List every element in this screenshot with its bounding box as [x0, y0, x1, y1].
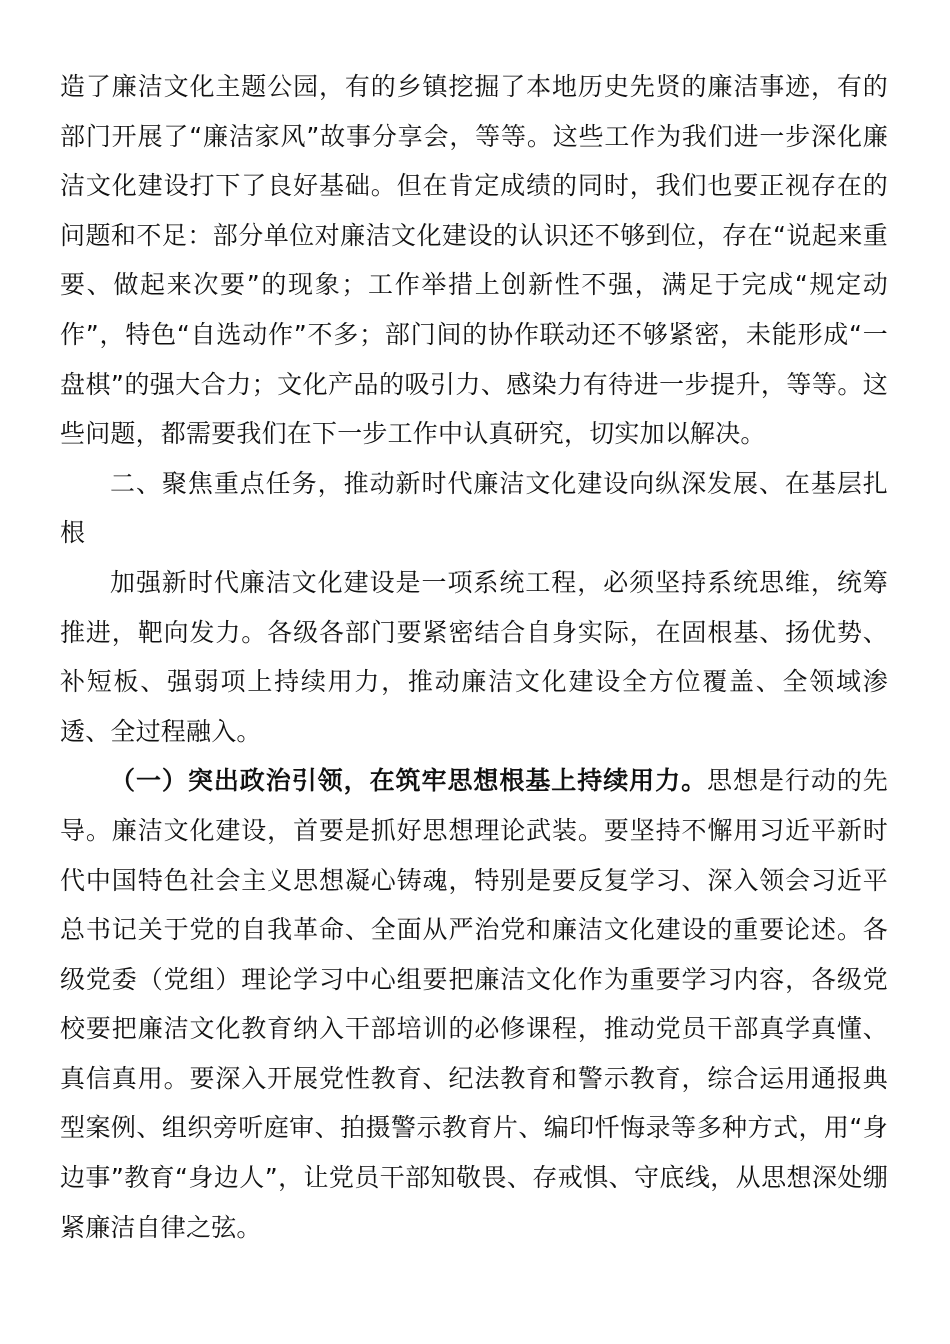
paragraph-continuation: 造了廉洁文化主题公园，有的乡镇挖掘了本地历史先贤的廉洁事迹，有的部门开展了“廉洁家风”故事分享会，等等。这些工作为我们进一步深化廉洁文化建设打下了良好基础。但在肯定成绩的同时，我们也要正视存在的问题和不足：部分单位对廉洁文化建设的认识还不够到位，存在“说起来重要、做起来次要”的现象；工作举措上创新性不强，满足于完成“规定动作”，特色“自选动作”不多；部门间的协作联动还不够紧密，未能形成“一盘棋”的强大合力；文化产品的吸引力、感染力有待进一步提升，等等。这些问题，都需要我们在下一步工作中认真研究，切实加以解决。 [60, 72, 888, 449]
paragraph-intro: 加强新时代廉洁文化建设是一项系统工程，必须坚持系统思维，统筹推进，靶向发力。各级各部门要紧密结合自身实际，在固根基、扬优势、补短板、强弱项上持续用力，推动廉洁文化建设全方位覆盖、全领域渗透、全过程融入。 [60, 567, 888, 746]
subsection-body: 思想是行动的先导。廉洁文化建设，首要是抓好思想理论武装。要坚持不懈用习近平新时代中国特色社会主义思想凝心铸魂，特别是要反复学习、深入领会习近平总书记关于党的自我革命、全面从严治党和廉洁文化建设的重要论述。各级党委（党组）理论学习中心组要把廉洁文化作为重要学习内容，各级党校要把廉洁文化教育纳入干部培训的必修课程，推动党员干部真学真懂、真信真用。要深入开展党性教育、纪法教育和警示教育，综合运用通报典型案例、组织旁听庭审、拍摄警示教育片、编印忏悔录等多种方式，用“身边事”教育“身边人”，让党员干部知敬畏、存戒惧、守底线，从思想深处绷紧廉洁自律之弦。 [60, 766, 888, 1242]
document-body [60, 62, 888, 1252]
paragraph-subsection-1 [60, 756, 888, 1252]
section-heading: 二、聚焦重点任务，推动新时代廉洁文化建设向纵深发展、在基层扎根 [60, 468, 888, 548]
subsection-heading: （一）突出政治引领，在筑牢思想根基上持续用力。 [110, 766, 708, 796]
